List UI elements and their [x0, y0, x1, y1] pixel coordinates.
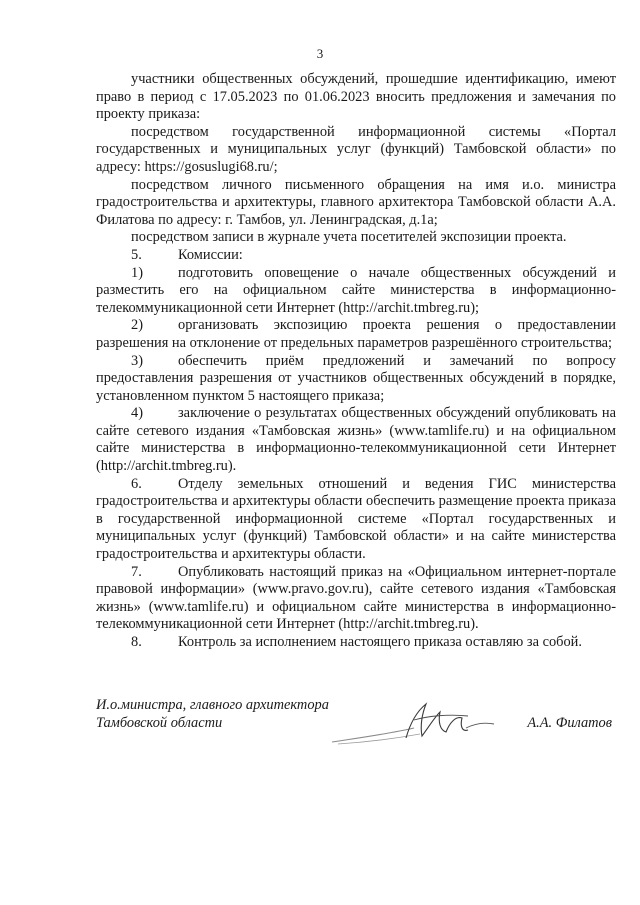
item-7 [96, 564, 616, 634]
item-5 [96, 247, 616, 265]
signature-stroke [406, 704, 468, 738]
subitem-4 [96, 405, 616, 475]
subitem-number: 1) [131, 264, 143, 281]
item-text: Контроль за исполнением настоящего приказа оставляю за собой. [178, 634, 582, 650]
subitem-number: 2) [131, 317, 143, 334]
item-text: Комиссии: [178, 246, 243, 263]
subitem-3 [96, 353, 616, 406]
subitem-number: 3) [131, 352, 143, 369]
item-number: 7. [131, 563, 142, 580]
signatory-title-line-1: И.о.министра, главного архитектора [96, 697, 329, 713]
subitem-text: организовать экспозицию проекта решения о предоставлении разрешения на отклонение от предельных параметров разрешённого строительства; [96, 317, 616, 351]
item-text: Опубликовать настоящий приказ на «Официальном интернет-портале правовой информации» (www.pravo.gov.ru), сайте сетевого издания «Тамбовская жизнь» (www.tamlife.ru) и официальном сайте министерства в информационно-телекоммуникационной сети Интернет (http://archit.tmbreg.ru). [96, 563, 616, 633]
submission-way-portal: посредством государственной информационной системы «Портал государственных и муниципальных услуг (функций) Тамбовской области» по адресу: https://gosuslugi68.ru/; [96, 123, 616, 175]
intro-paragraph: участники общественных обсуждений, прошедшие идентификацию, имеют право в период с 17.05.2023 по 01.06.2023 вносить предложения и замечания по проекту приказа: [96, 71, 616, 123]
signature-stroke [332, 728, 414, 742]
page-number: 3 [316, 46, 324, 61]
subitem-text: обеспечить приём предложений и замечаний по вопросу предоставления разрешения от участников общественных обсуждений в порядке, установленном пунктом 5 настоящего приказа; [96, 352, 616, 404]
item-6 [96, 476, 616, 564]
item-number: 5. [131, 246, 142, 263]
submission-way-letter: посредством личного письменного обращения на имя и.о. министра градостроительства и архитектуры, главного архитектора Тамбовской области А.А. Филатова по адресу: г. Тамбов, ул. Ленинградская, д.1а; [96, 176, 616, 228]
signatory-title-line-2: Тамбовской области [96, 715, 223, 731]
submission-way-journal: посредством записи в журнале учета посетителей экспозиции проекта. [131, 229, 567, 246]
subitem-number: 4) [131, 405, 143, 422]
item-8 [96, 634, 616, 652]
document-body [96, 71, 616, 652]
item-text: Отделу земельных отношений и ведения ГИС министерства градостроительства и архитектуры области обеспечить размещение проекта приказа в государственной информационной системе «Портал государственных и муниципальных услуг (функций) Тамбовской области» и на сайте министерства градостроительства и архитектуры области. [96, 475, 616, 563]
signature-stroke [466, 723, 494, 728]
signature-block [96, 696, 616, 756]
item-number: 6. [131, 475, 142, 492]
subitem-2 [96, 317, 616, 352]
handwritten-signature [328, 698, 498, 750]
item-number: 8. [131, 634, 142, 650]
signatory-name: А.А. Филатов [527, 715, 612, 731]
subitem-text: подготовить оповещение о начале общественных обсуждений и разместить его на официальном сайте министерства в информационно-телекоммуникационной сети Интернет (http://archit.tmbreg.ru); [96, 264, 616, 316]
subitem-1 [96, 265, 616, 318]
subitem-text: заключение о результатах общественных обсуждений опубликовать на сайте сетевого издания «Тамбовская жизнь» (www.tamlife.ru) и на официальном сайте министерства в информационно-телекоммуникационной сети Интернет (http://archit.tmbreg.ru). [96, 405, 616, 475]
